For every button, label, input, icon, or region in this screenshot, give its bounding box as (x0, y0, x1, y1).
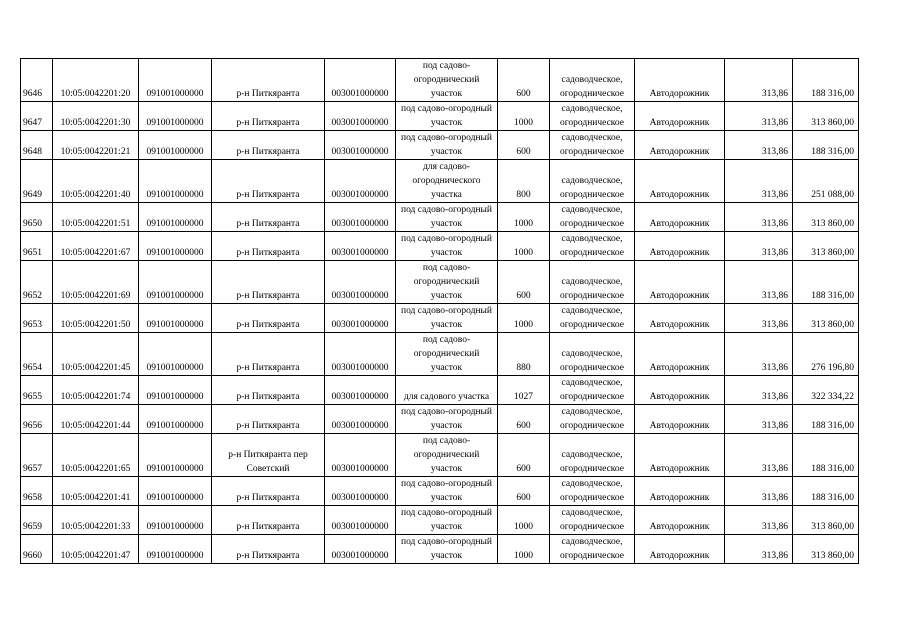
land-category-cell: садоводческое, огородническое (550, 477, 635, 506)
cadastral-value-cell: 313 860,00 (793, 535, 859, 564)
assessment-type-cell: Автодорожник (635, 261, 725, 304)
area-cell: 1000 (498, 506, 550, 535)
permitted-use-cell: под садово-огородный участок (396, 232, 498, 261)
row-number-cell: 9650 (21, 203, 53, 232)
area-cell: 880 (498, 333, 550, 376)
location-cell: р-н Питкяранта (212, 477, 325, 506)
okato-code-cell: 091001000000 (139, 131, 212, 160)
row-number-cell: 9649 (21, 160, 53, 203)
permitted-use-cell: под садово-огородный участок (396, 203, 498, 232)
row-number-cell: 9657 (21, 434, 53, 477)
cadastral-value-cell: 313 860,00 (793, 304, 859, 333)
okato-code-cell: 091001000000 (139, 434, 212, 477)
oktmo-code-cell: 003001000000 (325, 59, 396, 102)
okato-code-cell: 091001000000 (139, 333, 212, 376)
table-row (21, 261, 859, 304)
okato-code-cell: 091001000000 (139, 376, 212, 405)
rate-value-cell: 313,86 (725, 203, 793, 232)
oktmo-code-cell: 003001000000 (325, 203, 396, 232)
assessment-type-cell: Автодорожник (635, 477, 725, 506)
okato-code-cell: 091001000000 (139, 261, 212, 304)
assessment-type-cell: Автодорожник (635, 535, 725, 564)
oktmo-code-cell: 003001000000 (325, 102, 396, 131)
permitted-use-cell: под садово-огороднический участок (396, 434, 498, 477)
land-category-cell: садоводческое, огородническое (550, 261, 635, 304)
location-cell: р-н Питкяранта (212, 405, 325, 434)
table-row (21, 203, 859, 232)
row-number-cell: 9658 (21, 477, 53, 506)
okato-code-cell: 091001000000 (139, 59, 212, 102)
area-cell: 600 (498, 131, 550, 160)
rate-value-cell: 313,86 (725, 131, 793, 160)
cadastral-number-cell: 10:05:0042201:51 (53, 203, 139, 232)
area-cell: 1027 (498, 376, 550, 405)
land-category-cell: садоводческое, огородническое (550, 333, 635, 376)
oktmo-code-cell: 003001000000 (325, 261, 396, 304)
oktmo-code-cell: 003001000000 (325, 477, 396, 506)
permitted-use-cell: под садово-огородный участок (396, 405, 498, 434)
assessment-type-cell: Автодорожник (635, 434, 725, 477)
table-row (21, 232, 859, 261)
oktmo-code-cell: 003001000000 (325, 232, 396, 261)
location-cell: р-н Питкяранта (212, 102, 325, 131)
cadastral-value-cell: 188 316,00 (793, 477, 859, 506)
oktmo-code-cell: 003001000000 (325, 131, 396, 160)
rate-value-cell: 313,86 (725, 160, 793, 203)
area-cell: 1000 (498, 102, 550, 131)
cadastral-number-cell: 10:05:0042201:47 (53, 535, 139, 564)
row-number-cell: 9656 (21, 405, 53, 434)
permitted-use-cell: под садово-огороднический участок (396, 261, 498, 304)
cadastral-value-cell: 313 860,00 (793, 232, 859, 261)
cadastral-value-cell: 188 316,00 (793, 261, 859, 304)
permitted-use-cell: под садово-огородный участок (396, 131, 498, 160)
cadastral-number-cell: 10:05:0042201:65 (53, 434, 139, 477)
cadastral-number-cell: 10:05:0042201:45 (53, 333, 139, 376)
assessment-type-cell: Автодорожник (635, 203, 725, 232)
assessment-type-cell: Автодорожник (635, 59, 725, 102)
cadastral-value-cell: 188 316,00 (793, 59, 859, 102)
cadastral-number-cell: 10:05:0042201:44 (53, 405, 139, 434)
row-number-cell: 9653 (21, 304, 53, 333)
land-category-cell: садоводческое, огородническое (550, 535, 635, 564)
cadastral-value-cell: 188 316,00 (793, 434, 859, 477)
location-cell: р-н Питкяранта (212, 232, 325, 261)
permitted-use-cell: под садово-огородный участок (396, 477, 498, 506)
land-category-cell: садоводческое, огородническое (550, 232, 635, 261)
land-category-cell: садоводческое, огородническое (550, 203, 635, 232)
okato-code-cell: 091001000000 (139, 203, 212, 232)
row-number-cell: 9660 (21, 535, 53, 564)
cadastral-value-cell: 276 196,80 (793, 333, 859, 376)
row-number-cell: 9651 (21, 232, 53, 261)
table-row (21, 102, 859, 131)
area-cell: 600 (498, 261, 550, 304)
cadastral-value-cell: 322 334,22 (793, 376, 859, 405)
permitted-use-cell: под садово-огородный участок (396, 535, 498, 564)
okato-code-cell: 091001000000 (139, 304, 212, 333)
permitted-use-cell: для садового участка (396, 376, 498, 405)
cadastral-number-cell: 10:05:0042201:20 (53, 59, 139, 102)
land-category-cell: садоводческое, огородническое (550, 59, 635, 102)
location-cell: р-н Питкяранта (212, 535, 325, 564)
oktmo-code-cell: 003001000000 (325, 304, 396, 333)
table-row (21, 333, 859, 376)
location-cell: р-н Питкяранта пер Советский (212, 434, 325, 477)
assessment-type-cell: Автодорожник (635, 160, 725, 203)
area-cell: 1000 (498, 304, 550, 333)
row-number-cell: 9648 (21, 131, 53, 160)
rate-value-cell: 313,86 (725, 102, 793, 131)
assessment-type-cell: Автодорожник (635, 506, 725, 535)
area-cell: 800 (498, 160, 550, 203)
rate-value-cell: 313,86 (725, 535, 793, 564)
area-cell: 600 (498, 405, 550, 434)
land-category-cell: садоводческое, огородническое (550, 405, 635, 434)
assessment-type-cell: Автодорожник (635, 232, 725, 261)
cadastral-number-cell: 10:05:0042201:40 (53, 160, 139, 203)
okato-code-cell: 091001000000 (139, 160, 212, 203)
okato-code-cell: 091001000000 (139, 405, 212, 434)
row-number-cell: 9646 (21, 59, 53, 102)
table-row (21, 477, 859, 506)
location-cell: р-н Питкяранта (212, 376, 325, 405)
table-row (21, 131, 859, 160)
table-row (21, 160, 859, 203)
assessment-type-cell: Автодорожник (635, 333, 725, 376)
permitted-use-cell: под садово-огороднический участок (396, 333, 498, 376)
location-cell: р-н Питкяранта (212, 59, 325, 102)
cadastral-number-cell: 10:05:0042201:69 (53, 261, 139, 304)
oktmo-code-cell: 003001000000 (325, 160, 396, 203)
rate-value-cell: 313,86 (725, 506, 793, 535)
land-category-cell: садоводческое, огородническое (550, 506, 635, 535)
rate-value-cell: 313,86 (725, 477, 793, 506)
location-cell: р-н Питкяранта (212, 304, 325, 333)
rate-value-cell: 313,86 (725, 376, 793, 405)
rate-value-cell: 313,86 (725, 261, 793, 304)
location-cell: р-н Питкяранта (212, 261, 325, 304)
cadastral-number-cell: 10:05:0042201:33 (53, 506, 139, 535)
assessment-type-cell: Автодорожник (635, 131, 725, 160)
permitted-use-cell: под садово-огородный участок (396, 102, 498, 131)
oktmo-code-cell: 003001000000 (325, 506, 396, 535)
land-category-cell: садоводческое, огородническое (550, 102, 635, 131)
row-number-cell: 9659 (21, 506, 53, 535)
area-cell: 600 (498, 477, 550, 506)
area-cell: 600 (498, 434, 550, 477)
rate-value-cell: 313,86 (725, 333, 793, 376)
area-cell: 600 (498, 59, 550, 102)
oktmo-code-cell: 003001000000 (325, 405, 396, 434)
area-cell: 1000 (498, 232, 550, 261)
table-row (21, 535, 859, 564)
land-category-cell: садоводческое, огородническое (550, 304, 635, 333)
location-cell: р-н Питкяранта (212, 333, 325, 376)
cadastral-number-cell: 10:05:0042201:74 (53, 376, 139, 405)
cadastral-number-cell: 10:05:0042201:30 (53, 102, 139, 131)
table-row (21, 506, 859, 535)
cadastral-value-cell: 313 860,00 (793, 506, 859, 535)
location-cell: р-н Питкяранта (212, 203, 325, 232)
okato-code-cell: 091001000000 (139, 232, 212, 261)
table-row (21, 405, 859, 434)
cadastral-number-cell: 10:05:0042201:67 (53, 232, 139, 261)
cadastral-value-cell: 188 316,00 (793, 405, 859, 434)
location-cell: р-н Питкяранта (212, 160, 325, 203)
table-row (21, 59, 859, 102)
land-plots-table (20, 58, 859, 564)
rate-value-cell: 313,86 (725, 434, 793, 477)
cadastral-value-cell: 188 316,00 (793, 131, 859, 160)
rate-value-cell: 313,86 (725, 405, 793, 434)
area-cell: 1000 (498, 535, 550, 564)
oktmo-code-cell: 003001000000 (325, 376, 396, 405)
land-category-cell: садоводческое, огородническое (550, 160, 635, 203)
location-cell: р-н Питкяранта (212, 131, 325, 160)
assessment-type-cell: Автодорожник (635, 376, 725, 405)
rate-value-cell: 313,86 (725, 304, 793, 333)
land-category-cell: садоводческое, огородническое (550, 434, 635, 477)
permitted-use-cell: для садово-огороднического участка (396, 160, 498, 203)
table-body (21, 59, 859, 564)
row-number-cell: 9652 (21, 261, 53, 304)
cadastral-number-cell: 10:05:0042201:41 (53, 477, 139, 506)
assessment-type-cell: Автодорожник (635, 102, 725, 131)
area-cell: 1000 (498, 203, 550, 232)
row-number-cell: 9654 (21, 333, 53, 376)
oktmo-code-cell: 003001000000 (325, 333, 396, 376)
table-row (21, 304, 859, 333)
row-number-cell: 9655 (21, 376, 53, 405)
permitted-use-cell: под садово-огородный участок (396, 304, 498, 333)
location-cell: р-н Питкяранта (212, 506, 325, 535)
cadastral-value-cell: 313 860,00 (793, 203, 859, 232)
okato-code-cell: 091001000000 (139, 102, 212, 131)
rate-value-cell: 313,86 (725, 232, 793, 261)
permitted-use-cell: под садово-огородный участок (396, 506, 498, 535)
okato-code-cell: 091001000000 (139, 477, 212, 506)
rate-value-cell: 313,86 (725, 59, 793, 102)
land-category-cell: садоводческое, огородническое (550, 131, 635, 160)
row-number-cell: 9647 (21, 102, 53, 131)
assessment-type-cell: Автодорожник (635, 304, 725, 333)
okato-code-cell: 091001000000 (139, 506, 212, 535)
cadastral-number-cell: 10:05:0042201:21 (53, 131, 139, 160)
cadastral-number-cell: 10:05:0042201:50 (53, 304, 139, 333)
cadastral-value-cell: 313 860,00 (793, 102, 859, 131)
land-category-cell: садоводческое, огородническое (550, 376, 635, 405)
table-row (21, 376, 859, 405)
okato-code-cell: 091001000000 (139, 535, 212, 564)
assessment-type-cell: Автодорожник (635, 405, 725, 434)
table-row (21, 434, 859, 477)
oktmo-code-cell: 003001000000 (325, 535, 396, 564)
permitted-use-cell: под садово-огороднический участок (396, 59, 498, 102)
cadastral-value-cell: 251 088,00 (793, 160, 859, 203)
oktmo-code-cell: 003001000000 (325, 434, 396, 477)
